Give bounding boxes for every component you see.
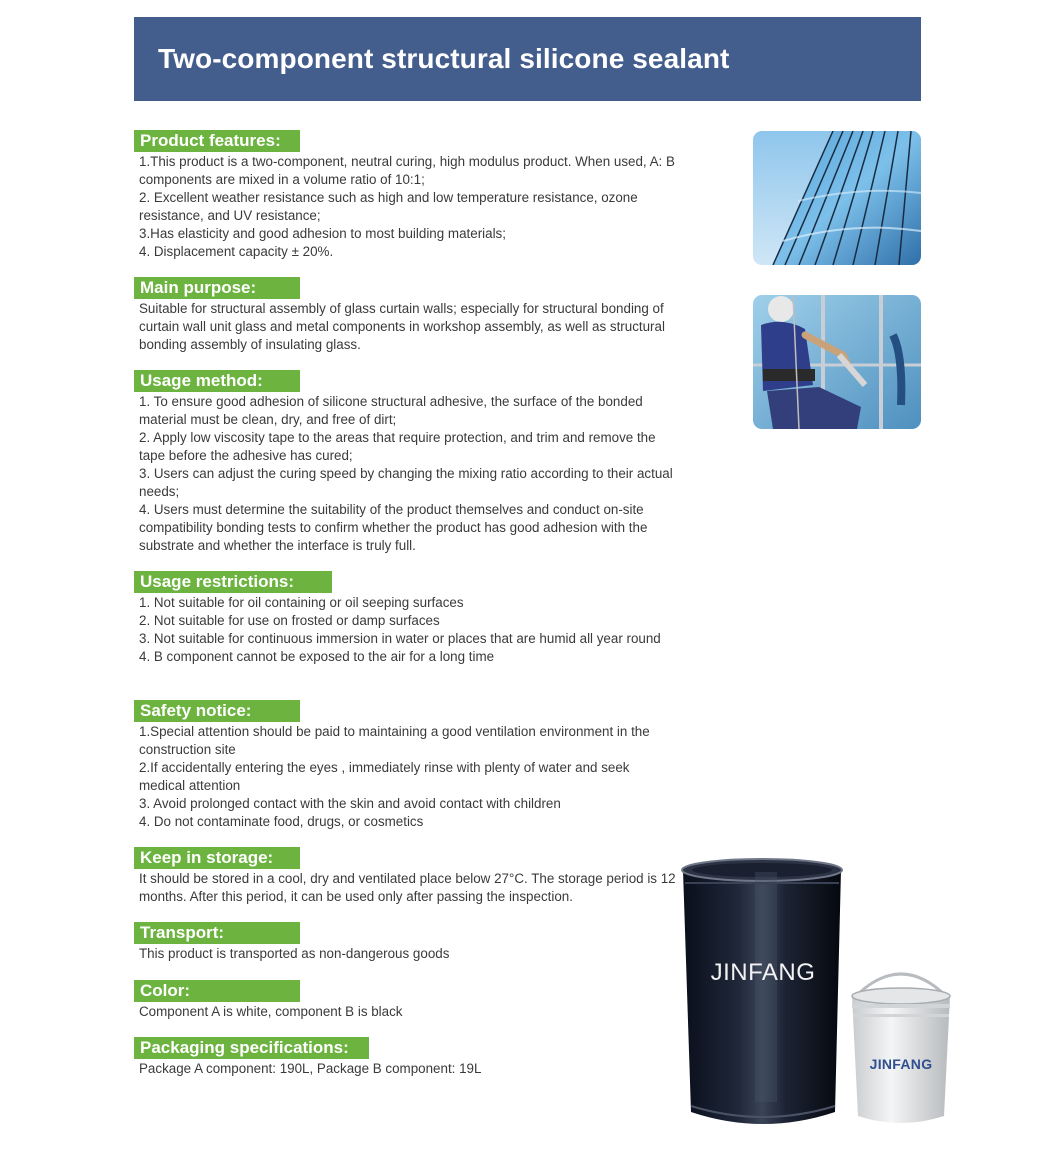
section-safety-notice: [134, 700, 679, 831]
section-label: Usage method:: [134, 370, 300, 392]
section-usage-method: [134, 370, 679, 555]
text-line: This product is transported as non-dangerous goods: [139, 946, 450, 961]
section-label: Packaging specifications:: [134, 1037, 369, 1059]
section-label: Color:: [134, 980, 300, 1002]
text-line: Package A component: 190L, Package B component: 19L: [139, 1061, 482, 1076]
section-body: [134, 1060, 679, 1078]
drum-logo: JINFANG: [710, 959, 816, 986]
text-line: 4. B component cannot be exposed to the air for a long time: [139, 649, 495, 664]
text-line: 3. Avoid prolonged contact with the skin and avoid contact with children: [139, 796, 561, 811]
section-label: Main purpose:: [134, 277, 300, 299]
section-body: [134, 300, 679, 354]
page-title: Two-component structural silicone sealant: [158, 43, 730, 74]
section-usage-restrictions: [134, 571, 679, 666]
text-line: 3.Has elasticity and good adhesion to most building materials;: [139, 226, 506, 241]
text-line: 2. Apply low viscosity tape to the areas that require protection, and trim and remove the tape before the adhesive has cured;: [139, 430, 656, 463]
text-line: 4. Displacement capacity ± 20%.: [139, 244, 334, 259]
section-keep-in-storage: [134, 847, 679, 906]
text-line: Component A is white, component B is black: [139, 1004, 403, 1019]
text-line: It should be stored in a cool, dry and ventilated place below 27°C. The storage period is 12 months. After this period, it can be used only after passing the inspection.: [139, 871, 676, 904]
text-line: 2. Excellent weather resistance such as high and low temperature resistance, ozone resistance, and UV resistance;: [139, 190, 638, 223]
section-main-purpose: [134, 277, 679, 354]
text-line: 1.Special attention should be paid to maintaining a good ventilation environment in the construction site: [139, 724, 650, 757]
section-body: [134, 594, 679, 666]
text-line: Suitable for structural assembly of glass curtain walls; especially for structural bonding of curtain wall unit glass and metal components in workshop assembly, as well as structural bonding assembly of insulating glass.: [139, 301, 665, 352]
section-body: [134, 945, 679, 963]
text-line: 1. Not suitable for oil containing or oil seeping surfaces: [139, 595, 464, 610]
text-line: 1.This product is a two-component, neutral curing, high modulus product. When used, A: B components are mixed in a volume ratio of 10:1;: [139, 154, 675, 187]
pail-logo: JINFANG: [869, 1056, 933, 1072]
section-label: Transport:: [134, 922, 300, 944]
section-color: [134, 980, 679, 1021]
curtain-wall-photo: [753, 131, 921, 265]
section-product-features: [134, 130, 679, 261]
text-line: 3. Not suitable for continuous immersion in water or places that are humid all year round: [139, 631, 661, 646]
title-banner: [134, 17, 921, 101]
text-line: 2. Not suitable for use on frosted or damp surfaces: [139, 613, 440, 628]
section-body: [134, 153, 679, 261]
pail-product-image: [848, 960, 954, 1126]
text-line: 4. Users must determine the suitability of the product themselves and conduct on-site compatibility bonding tests to confirm whether the product has good adhesion with the substrate and whether the interface is truly full.: [139, 502, 648, 553]
section-body: [134, 870, 679, 906]
section-transport: [134, 922, 679, 963]
text-line: 4. Do not contaminate food, drugs, or cosmetics: [139, 814, 424, 829]
text-line: 1. To ensure good adhesion of silicone structural adhesive, the surface of the bonded material must be clean, dry, and free of dirt;: [139, 394, 643, 427]
text-line: 3. Users can adjust the curing speed by changing the mixing ratio according to their actual needs;: [139, 466, 673, 499]
section-body: [134, 393, 679, 555]
facade-worker-photo: [753, 295, 921, 429]
section-label: Keep in storage:: [134, 847, 300, 869]
drum-product-image: [677, 856, 849, 1130]
section-label: Product features:: [134, 130, 300, 152]
section-body: [134, 1003, 679, 1021]
text-line: 2.If accidentally entering the eyes , immediately rinse with plenty of water and seek medical attention: [139, 760, 630, 793]
section-body: [134, 723, 679, 831]
section-label: Usage restrictions:: [134, 571, 332, 593]
section-label: Safety notice:: [134, 700, 300, 722]
section-packaging-specifications: [134, 1037, 679, 1078]
